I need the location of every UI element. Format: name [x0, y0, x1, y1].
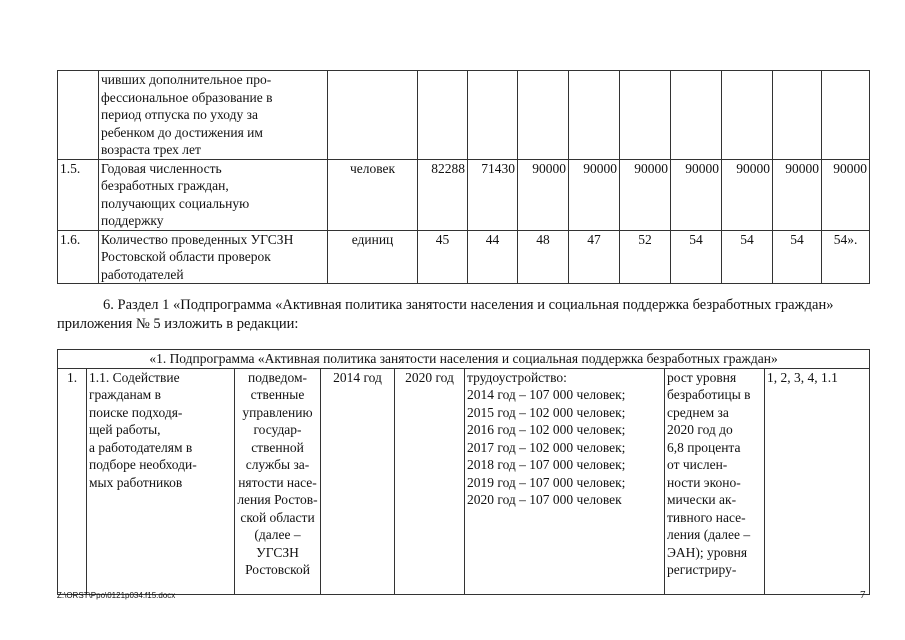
row-number: 1.6. [58, 230, 99, 284]
value-cell: 90000 [518, 159, 569, 230]
file-path: Z:\ORST\Ppo\0121p034.f15.docx [57, 591, 176, 600]
subprogram-title: «1. Подпрограмма «Активная политика занятости населения и социальная поддержка безработных граждан» [58, 350, 870, 369]
value-cell: 54 [722, 230, 773, 284]
value-cell: 44 [468, 230, 518, 284]
value-cell: 90000 [671, 159, 722, 230]
value-cell: 90000 [620, 159, 671, 230]
table-row [58, 230, 870, 284]
value-cell: 54 [671, 230, 722, 284]
table-header-row [58, 350, 870, 369]
unit: человек [328, 159, 418, 230]
start-year: 2014 год [321, 368, 395, 594]
value-cell: 90000 [822, 159, 870, 230]
page-number: 7 [860, 589, 866, 601]
value-cell [822, 71, 870, 160]
row-number: 1. [58, 368, 87, 594]
table-row [58, 71, 870, 160]
indicator-name: Годовая численность безработных граждан, получающих социальную поддержку [99, 159, 328, 230]
value-cell: 82288 [418, 159, 468, 230]
measure-name: 1.1. Содействие гражданам в поиске подходя- щей работы, а работодателям в подборе необходи- мых работников [87, 368, 235, 594]
row-number [58, 71, 99, 160]
value-cell: 45 [418, 230, 468, 284]
unit: единиц [328, 230, 418, 284]
executor: подведом- ственные управлению государ- ственной службы за- нятости насе- ления Ростов- ской области (далее – УГСЗН Ростовской [235, 368, 321, 594]
related-indicators: 1, 2, 3, 4, 1.1 [765, 368, 870, 594]
consequence: рост уровня безработицы в среднем за 2020 год до 6,8 процента от числен- ности эконо- мически ак- тивного насе- ления (далее – ЭАН); уровня регистриру- [665, 368, 765, 594]
indicator-name: Количество проведенных УГСЗН Ростовской области проверок работодателей [99, 230, 328, 284]
value-cell [722, 71, 773, 160]
table-row [58, 159, 870, 230]
value-cell: 54 [773, 230, 822, 284]
expected-result: трудоустройство: 2014 год – 107 000 человек; 2015 год – 102 000 человек; 2016 год – 102 000 человек; 2017 год – 102 000 человек; 2018 год – 107 000 человек; 2019 год – 107 000 человек; 2020 год – 107 000 человек [465, 368, 665, 594]
indicators-table [57, 70, 870, 284]
value-cell: 90000 [569, 159, 620, 230]
value-cell [773, 71, 822, 160]
value-cell [671, 71, 722, 160]
indicator-name: чивших дополнительное про- фессиональное образование в период отпуска по уходу за ребенком до достижения им возраста трех лет [99, 71, 328, 160]
value-cell: 90000 [773, 159, 822, 230]
table-row [58, 368, 870, 594]
value-cell: 71430 [468, 159, 518, 230]
subprogram-table [57, 349, 870, 595]
value-cell [620, 71, 671, 160]
paragraph-line: 6. Раздел 1 «Подпрограмма «Активная политика занятости населения и социальная поддержка безработных граждан» [103, 297, 834, 313]
unit [328, 71, 418, 160]
value-cell: 48 [518, 230, 569, 284]
row-number: 1.5. [58, 159, 99, 230]
paragraph-line: приложения № 5 изложить в редакции: [57, 316, 299, 332]
value-cell: 54». [822, 230, 870, 284]
value-cell: 90000 [722, 159, 773, 230]
value-cell [569, 71, 620, 160]
end-year: 2020 год [395, 368, 465, 594]
value-cell [418, 71, 468, 160]
value-cell: 47 [569, 230, 620, 284]
value-cell: 52 [620, 230, 671, 284]
value-cell [518, 71, 569, 160]
amendment-paragraph [57, 296, 869, 334]
value-cell [468, 71, 518, 160]
